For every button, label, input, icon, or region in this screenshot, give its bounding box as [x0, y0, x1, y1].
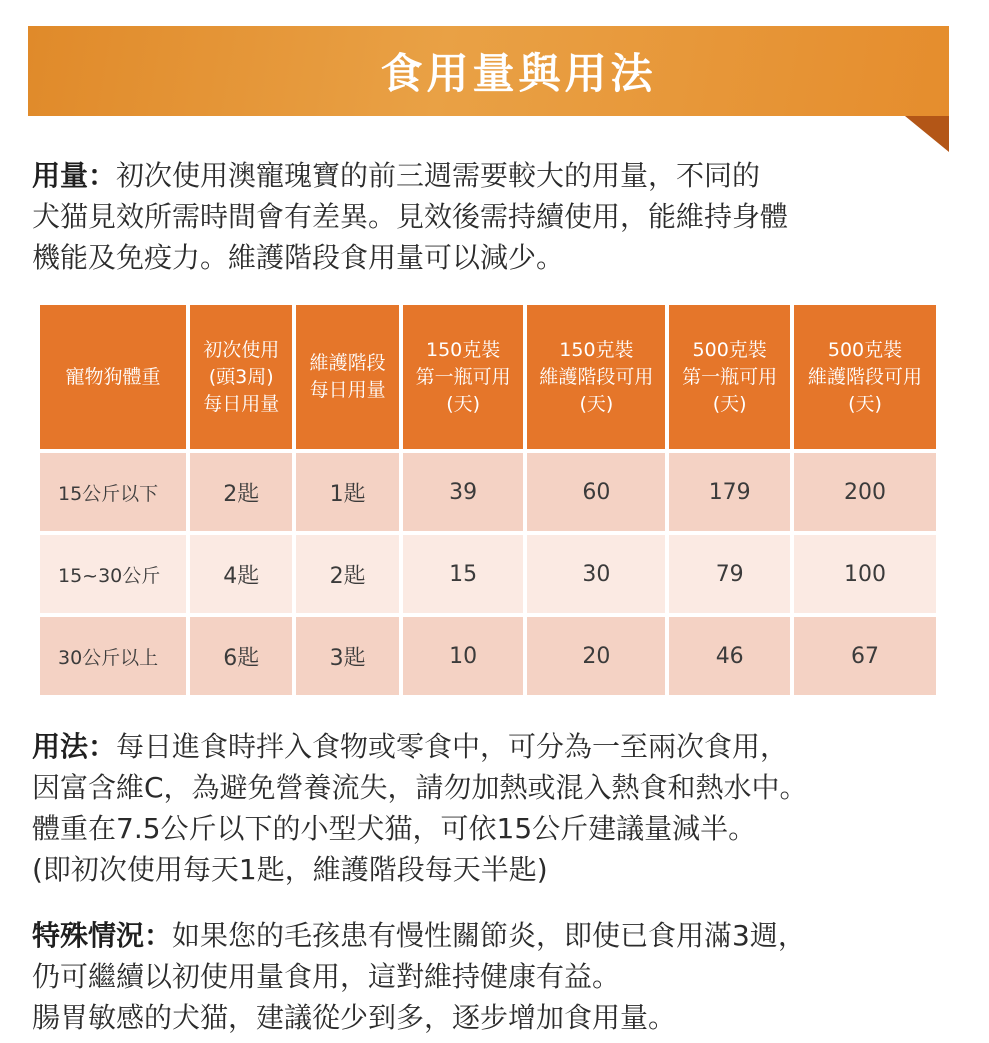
cell-500g-maintenance: 200 [794, 453, 936, 531]
header-maintenance-dose: 維護階段 每日用量 [296, 305, 398, 449]
header-500g-maintenance: 500克裝 維護階段可用 (天) [794, 305, 936, 449]
special-line-2: 仍可繼續以初使用量食用，這對維持健康有益。 [32, 960, 621, 993]
usage-line-3: 機能及免疫力。維護階段食用量可以減少。 [32, 241, 565, 274]
cell-500g-maintenance: 100 [794, 535, 936, 613]
cell-initial-dose: 6匙 [190, 617, 292, 695]
cell-150g-first: 39 [403, 453, 524, 531]
special-line-3: 腸胃敏感的犬猫，建議從少到多，逐步增加食用量。 [32, 1001, 677, 1034]
cell-weight: 15公斤以下 [40, 453, 186, 531]
cell-maintenance-dose: 1匙 [296, 453, 398, 531]
cell-150g-maintenance: 20 [527, 617, 665, 695]
method-paragraph [32, 726, 952, 890]
table-row [40, 617, 936, 695]
cell-500g-first: 79 [669, 535, 790, 613]
dosage-table [36, 301, 940, 699]
cell-maintenance-dose: 2匙 [296, 535, 398, 613]
method-line-1: 用法：每日進食時拌入食物或零食中，可分為一至兩次食用， [32, 730, 789, 763]
header-weight: 寵物狗體重 [40, 305, 186, 449]
header-150g-first: 150克裝 第一瓶可用 (天) [403, 305, 524, 449]
cell-initial-dose: 2匙 [190, 453, 292, 531]
cell-500g-first: 179 [669, 453, 790, 531]
table-header-row [40, 305, 936, 449]
header-initial-dose: 初次使用 (頭3周) 每日用量 [190, 305, 292, 449]
method-line-2: 因富含維C，為避免營養流失，請勿加熱或混入熱食和熱水中。 [32, 771, 808, 804]
special-paragraph [32, 915, 952, 1038]
usage-label: 用量： [32, 159, 117, 192]
cell-150g-maintenance: 60 [527, 453, 665, 531]
usage-line-2: 犬猫見效所需時間會有差異。見效後需持續使用，能維持身體 [32, 200, 789, 233]
special-label: 特殊情況： [32, 919, 173, 952]
usage-line-1: 用量：初次使用澳寵瑰寶的前三週需要較大的用量，不同的 [32, 159, 761, 192]
cell-maintenance-dose: 3匙 [296, 617, 398, 695]
cell-500g-first: 46 [669, 617, 790, 695]
banner-fold-corner [905, 116, 949, 152]
table-row [40, 453, 936, 531]
special-line-1: 特殊情況：如果您的毛孩患有慢性關節炎，即使已食用滿3週， [32, 919, 806, 952]
cell-150g-first: 15 [403, 535, 524, 613]
header-500g-first: 500克裝 第一瓶可用 (天) [669, 305, 790, 449]
title-banner [28, 26, 949, 156]
cell-initial-dose: 4匙 [190, 535, 292, 613]
cell-weight: 30公斤以上 [40, 617, 186, 695]
page-title: 食用量與用法 [380, 49, 657, 98]
cell-weight: 15~30公斤 [40, 535, 186, 613]
cell-150g-first: 10 [403, 617, 524, 695]
header-150g-maintenance: 150克裝 維護階段可用 (天) [527, 305, 665, 449]
method-line-4: (即初次使用每天1匙，維護階段每天半匙) [32, 853, 548, 886]
cell-150g-maintenance: 30 [527, 535, 665, 613]
banner-bar [28, 26, 949, 116]
usage-paragraph [32, 155, 952, 278]
table-row [40, 535, 936, 613]
method-line-3: 體重在7.5公斤以下的小型犬猫，可依15公斤建議量減半。 [32, 812, 757, 845]
cell-500g-maintenance: 67 [794, 617, 936, 695]
method-label: 用法： [32, 730, 117, 763]
